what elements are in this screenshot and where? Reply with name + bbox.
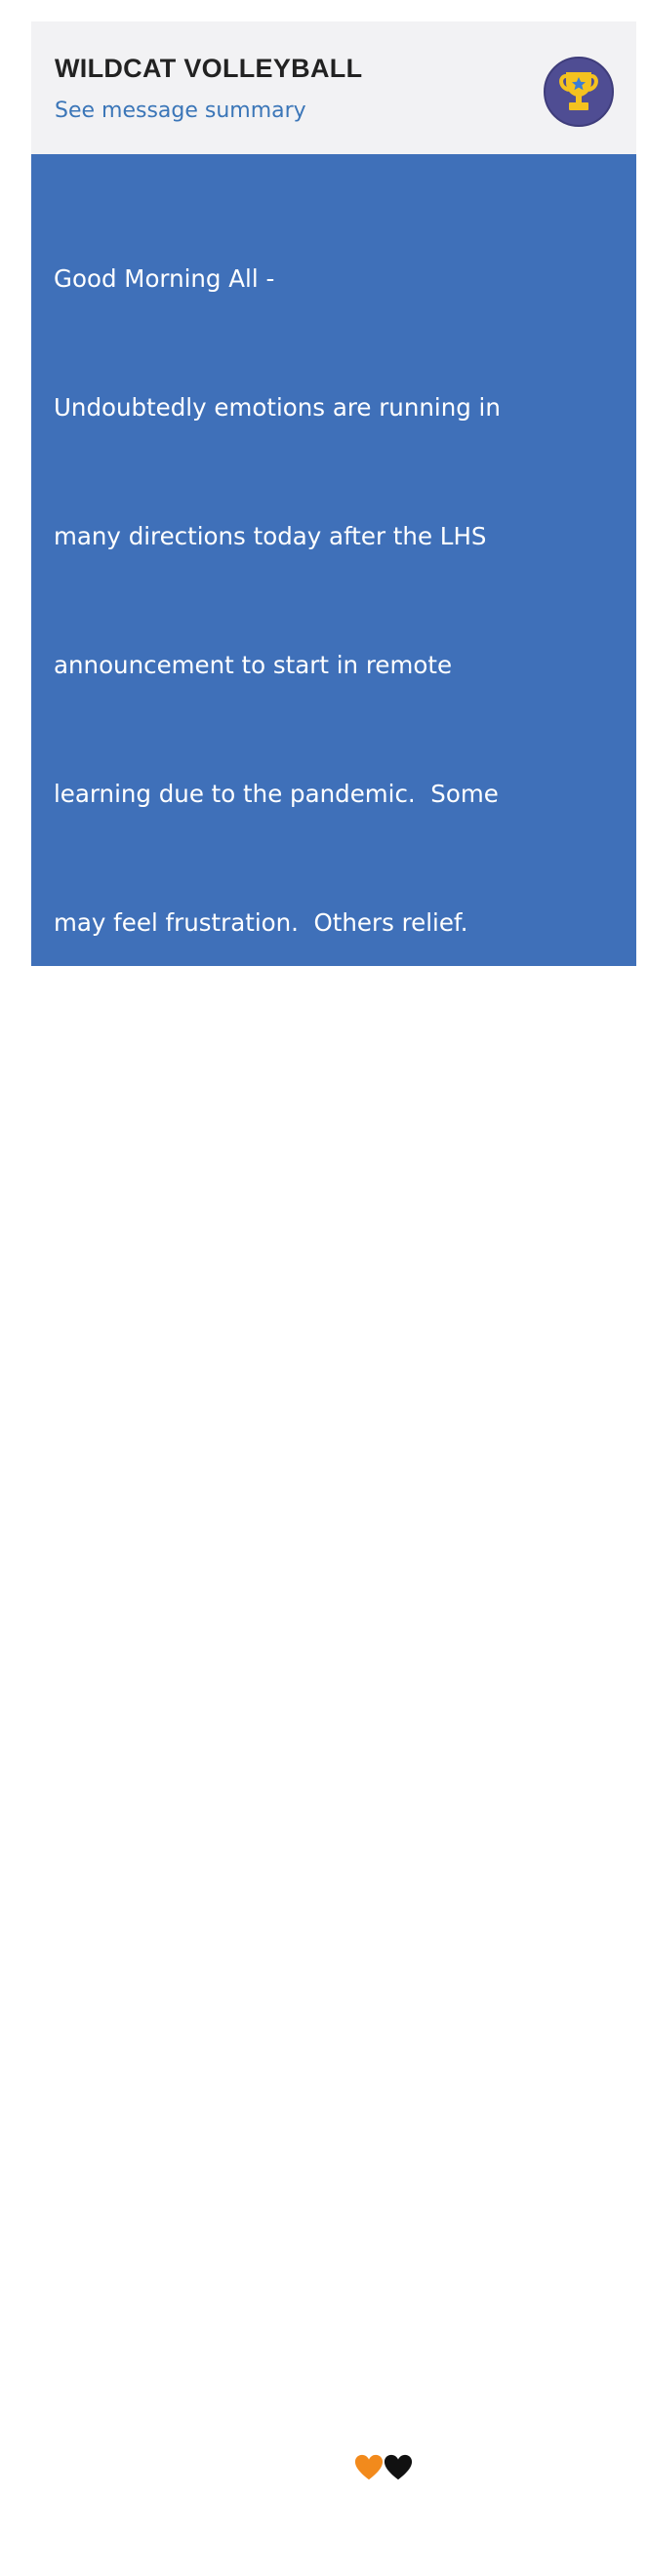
message-line: may feel frustration. Others relief. [54,908,468,937]
message-bubble [31,154,636,2482]
message-line: many directions today after the LHS [54,522,487,550]
message-line: to go with your worries! [54,2454,355,2482]
message-line: announcement to start in remote [54,651,453,679]
message-line: Undoubtedly emotions are running in [54,393,501,422]
message-line: Good Morning All - [54,264,275,293]
group-name: WILDCAT VOLLEYBALL [55,54,363,83]
black-heart-icon [384,2453,413,2482]
message-line: family to listen, to love, to reassure. [54,1939,486,1967]
see-message-summary-link[interactable]: See message summary [55,99,306,123]
message-line: today. [54,1552,126,1581]
message-line: We will as ever be here for you or your [54,1810,518,1838]
message-last-line [54,2447,620,2490]
message-line: We are all in this together. Just know [54,2068,500,2096]
message-line: We don’t know what this means for us [54,1295,512,1323]
group-avatar[interactable] [544,57,614,127]
message-line: yet but that’s not what’s important [54,1424,475,1452]
message-line: learning due to the pandemic. Some [54,780,499,808]
message-line: a sense of loss and further uncertainty. [54,1166,522,1194]
message-header [31,21,636,154]
message-text [54,172,620,2576]
message-line: that we are here for you today and [54,2196,472,2225]
orange-heart-icon [354,2453,384,2482]
message-line: Probably most are feeling sadness and [54,1037,518,1066]
message-line [54,1674,620,1717]
message-line: always - you will always have a place [54,2325,502,2354]
message-card [31,21,636,2482]
trophy-icon [558,70,599,113]
